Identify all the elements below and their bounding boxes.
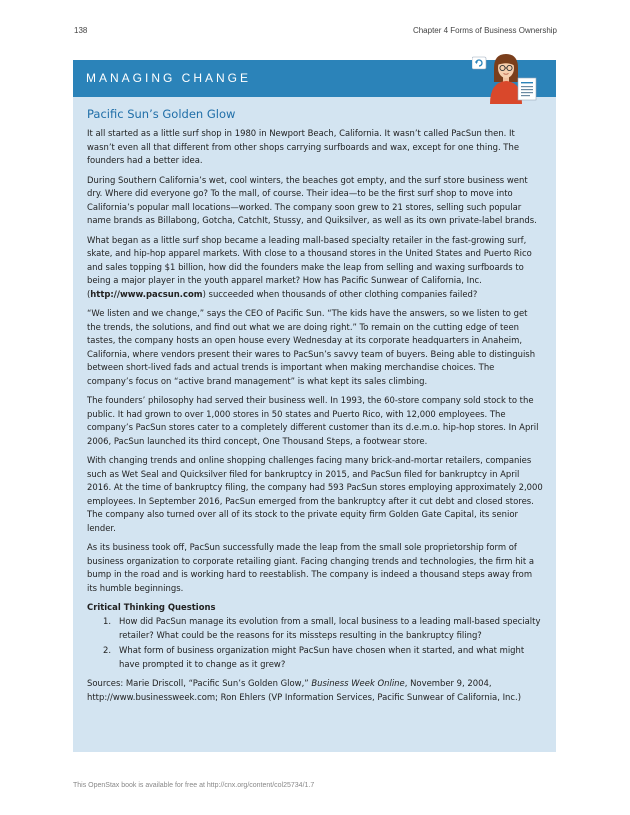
paragraph-1: It all started as a little surf shop in 1980 in Newport Beach, California. It wasn’t called PacSun then. It wasn’t even all that different from other shops carrying surfboards and wax, except for one thing. The founders had a better idea. xyxy=(87,128,520,165)
chapter-title: Chapter 4 Forms of Business Ownership xyxy=(412,26,557,35)
questions-heading: Critical Thinking Questions xyxy=(87,602,216,612)
paragraph-3-text-end: ) succeeded when thousands of other clothing companies failed? xyxy=(202,288,478,299)
question-item xyxy=(87,644,543,671)
feature-title: Pacific Sun’s Golden Glow xyxy=(87,107,236,121)
paragraph-3 xyxy=(87,234,543,302)
question-text: What form of business organization might PacSun have chosen when it started, and what might have prompted it to change as it grew? xyxy=(119,645,525,669)
paragraph-4: “We listen and we change,” says the CEO of Pacific Sun. “The kids have the answers, so we listen to get the trends, the solutions, and find out what we are doing right.” To remain on the cutting edge of teen tastes, the company hosts an open house every Wednesday at its corporate headquarters in Anaheim, California, where vendors present their wares to PacSun’s savvy team of buyers. Being able to distinguish between short-lived fads and actual trends is important when making merchandise choices. The company’s focus on “active brand management” is what kept its sales climbing. xyxy=(87,308,536,386)
feature-box xyxy=(73,60,556,752)
refresh-icon xyxy=(472,57,486,69)
sources-text-start: Sources: Marie Driscoll, “Pacific Sun’s Golden Glow,” xyxy=(87,678,312,688)
paragraph-7: As its business took off, PacSun successfully made the leap from the small sole proprietorship form of business organization to corporate retailing giant. Facing changing trends and technologies, the firm hit a bump in the road and is working hard to reestablish. The company is indeed a thousand steps away from its humble beginnings. xyxy=(87,542,535,593)
sources-publication: Business Week Online xyxy=(311,678,405,688)
paragraph-5: The founders’ philosophy had served their business well. In 1993, the 60-store company sold stock to the public. It had grown to over 1,000 stores in 50 states and Puerto Rico, with 12,000 employees. The company’s PacSun stores cater to a completely different customer than its d.e.m.o. hip-hop stores. In April 2006, PacSun launched its third concept, One Thousand Steps, a footwear store. xyxy=(87,395,539,446)
question-number: 2. xyxy=(103,645,112,655)
paragraph-2: During Southern California’s wet, cool winters, the beaches got empty, and the surf store business went dry. Where did everyone go? To the mall, of course. Their idea—to be the first surf shop to move into California’s popular mall locations—worked. The company soon grew to 21 stores, selling such popular name brands as Billabong, Gotcha, CatchIt, Stussy, and Quiksilver, as well as its own private-label brands. xyxy=(87,174,537,225)
questions-list xyxy=(87,615,543,671)
sources-text-end: , November 9, 2004, http://www.businessweek.com; Ron Ehlers (VP Information Services, Pacific Sunwear of California, Inc.) xyxy=(87,678,522,702)
question-number: 1. xyxy=(103,616,112,626)
question-text: How did PacSun manage its evolution from a small, local business to a leading mall-based specialty retailer? What could be the reasons for its missteps resulting in the bankruptcy filing? xyxy=(119,616,541,640)
page-number: 138 xyxy=(74,26,88,35)
sources xyxy=(87,677,543,704)
feature-content xyxy=(87,107,543,704)
paragraph-6: With changing trends and online shopping challenges facing many brick-and-mortar retailers, companies such as Wet Seal and Quicksilver filed for bankruptcy in 2015, and PacSun filed for bankruptcy in April 2016. At the time of bankruptcy filing, the company had 593 PacSun stores employing approximately 2,000 employees. In September 2016, PacSun emerged from the bankruptcy after it cut debt and closed stores. The company also turned over all of its stock to the private equity firm Golden Gate Capital, its senior lender. xyxy=(87,455,543,533)
document-icon xyxy=(518,78,536,100)
footer-note: This OpenStax book is available for free at http://cnx.org/content/col25734/1.7 xyxy=(73,782,315,789)
question-item xyxy=(87,615,543,642)
woman-with-document-illustration xyxy=(472,52,544,104)
pacsun-url: http://www.pacsun.com xyxy=(90,288,203,299)
paragraph-3-text-start: What began as a little surf shop became a leading mall-based specialty retailer in the fast-growing surf, skate, and hip-hop apparel markets. With close to a thousand stores in the United States and Puerto Rico and sales topping $1 billion, how did the founders make the leap from selling and waxing surfboards to being a major player in the youth apparel market? How has Pacific Sunwear of California, Inc. ( xyxy=(87,234,532,299)
feature-label: MANAGING CHANGE xyxy=(86,71,252,85)
